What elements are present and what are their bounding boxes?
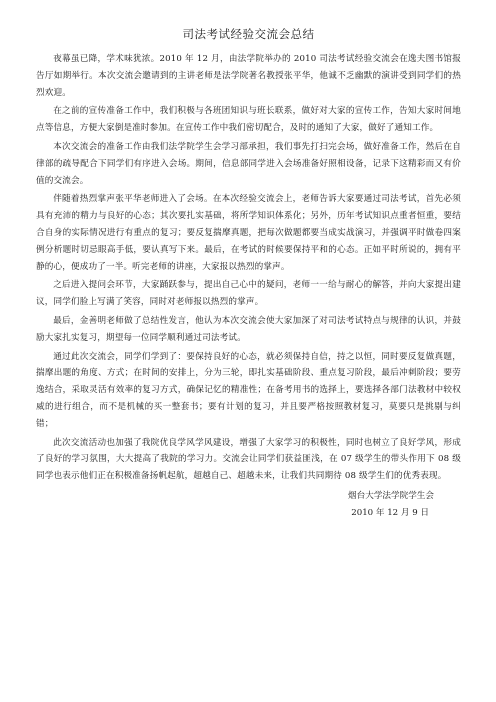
paragraph-qa: 之后进入提问会环节，大家踊跃参与，提出自己心中的疑问，老师一一给与耐心的解答，并向大家提出建议，同学们脸上写满了笑容，同时对老师报以热烈的掌声。 <box>36 280 461 308</box>
paragraph-lecture: 伴随着热烈掌声张平华老师进入了会场。在本次经验交流会上，老师告诉大家要通过司法考试，首先必须具有充沛的精力与良好的心态；其次要扎实基础，将所学知识体系化；另外，历年考试知识点重者恒重，要结合自身的实际情况进行有重点的复习；要反复揣摩真题，把每次做题都要当成实战演习，并强调平时做卷四案例分析题时切忌眼高手低，要认真写下来。最后，在考试的时候要保持平和的心态。正如平时所说的，拥有平静的心，便成功了一半。听完老师的讲座，大家报以热烈的掌声。 <box>36 194 461 272</box>
paragraph-conclusion: 此次交流活动也加强了我院优良学风学风建设，增强了大家学习的积极性，同时也树立了良好学风，形成了良好的学习氛围，大大提高了我院的学习力。交流会让同学们获益匪浅，在 07 级学生的带头作用下 08 级同学也表示他们正在积极准备扬帆起航，超越自己、超越未来，让我们共同期待 08 级学生们的优秀表现。 <box>36 437 461 482</box>
document-title: 司法考试经验交流会总结 <box>182 27 315 41</box>
paragraph-closing-remarks: 最后，金善明老师做了总结性发言，他认为本次交流会使大家加深了对司法考试特点与规律的认识，并鼓励大家扎实复习，期望每一位同学顺利通过司法考试。 <box>36 315 461 343</box>
paragraph-intro: 夜幕虽已降，学术味犹浓。2010 年 12 月，由法学院举办的 2010 司法考试经验交流会在逸夫图书馆报告厅如期举行。本次交流会邀请到的主讲老师是法学院著名教授张平华，他诚不乏幽默的演讲受到同学们的热烈欢迎。 <box>36 54 461 98</box>
signature-block <box>36 488 461 522</box>
paragraph-takeaways: 通过此次交流会，同学们学到了：要保持良好的心态，就必须保持自信，持之以恒，同时要反复做真题，揣摩出题的角度、方式；在时间的安排上，分为三轮，即扎实基础阶段、重点复习阶段，最后冲刺阶段；要劳逸结合，采取灵活有效率的复习方式，确保记忆的精准性；在备考用书的选择上，要选择各部门法教材中较权威的进行组合，而不是机械的买一整套书；要有计划的复习，并且要严格按照教材复习，莫要只是挑剔与纠错； <box>36 351 461 429</box>
paragraph-publicity: 在之前的宣传准备工作中，我们积极与各班团知识与班长联系，做好对大家的宣传工作，告知大家时间地点等信息，方便大家倒是准时参加。在宣传工作中我们密切配合，及时的通知了大家，做好了通知工作。 <box>36 106 461 134</box>
paragraph-preparation: 本次交流会的准备工作由我们法学院学生会学习部承担，我们事先打扫完会场，做好准备工作，然后在自律部的疏导配合下同学们有序进入会场。期间，信息部同学进入会场准备好照相设备，记录下这精彩而又有价值的交流会。 <box>36 141 461 186</box>
signature-date: 2010 年 12 月 9 日 <box>351 507 429 518</box>
signature-organization: 烟台大学法学院学生会 <box>348 490 434 501</box>
